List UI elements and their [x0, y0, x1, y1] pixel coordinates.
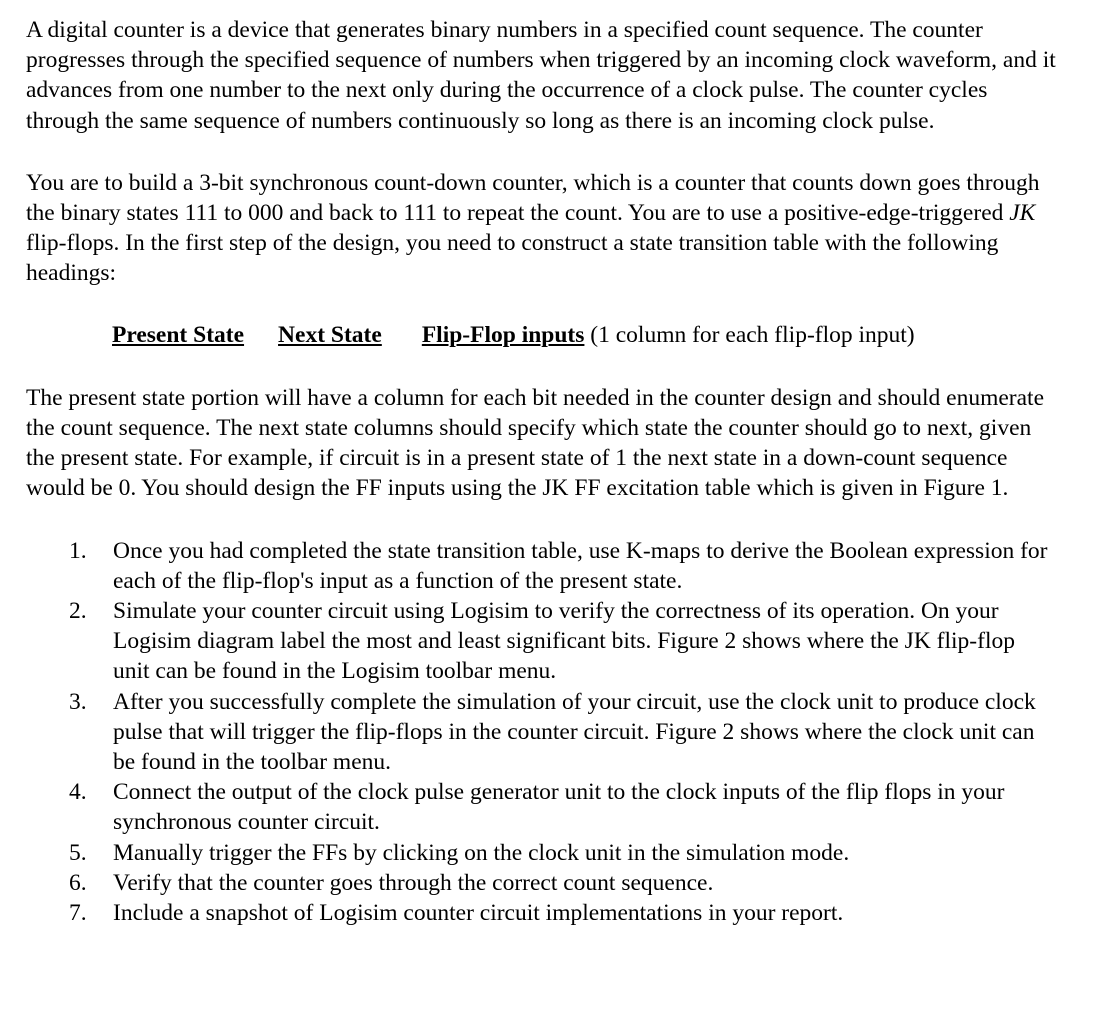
intro-paragraph: A digital counter is a device that generates binary numbers in a specified count sequence. The counter progresses through the specified sequence of numbers when triggered by an incoming clock waveform, and it advances from one number to the next only during the occurrence of a clock pulse. The counter cycles through the same sequence of numbers continuously so long as there is an incoming clock pulse. — [26, 17, 1056, 134]
list-item — [26, 596, 1056, 687]
list-item-text: Simulate your counter circuit using Logisim to verify the correctness of its operation. On your Logisim diagram label the most and least significant bits. Figure 2 shows where the JK flip-flop unit can be found in the Logisim toolbar menu. — [113, 598, 1015, 685]
list-item-text: Verify that the counter goes through the correct count sequence. — [113, 869, 714, 896]
list-item — [26, 536, 1056, 596]
heading-flip-flop-inputs: Flip-Flop inputs — [421, 321, 585, 348]
list-item-number: 7. — [69, 900, 87, 927]
list-item-number: 4. — [69, 779, 87, 806]
list-item — [26, 687, 1056, 778]
steps-list — [26, 536, 1056, 929]
list-item-text: Connect the output of the clock pulse generator unit to the clock inputs of the flip flops in your synchronous counter circuit. — [113, 779, 1005, 836]
jk-term: JK — [1009, 200, 1036, 227]
heading-flip-flop-inputs-note: (1 column for each flip-flop input) — [584, 321, 915, 348]
list-item — [26, 838, 1056, 868]
list-item-text: After you successfully complete the simulation of your circuit, use the clock unit to produce clock pulse that will trigger the flip-flops in the counter circuit. Figure 2 shows where the clock unit can be found in the toolbar menu. — [113, 688, 1036, 776]
task-text-before-jk: You are to build a 3-bit synchronous count-down counter, which is a counter that counts down goes through the binary states 111 to 000 and back to 111 to repeat the count. You are to use a positive-edge-triggered — [26, 169, 1040, 227]
list-item-number: 1. — [69, 537, 87, 564]
list-item-number: 3. — [69, 688, 87, 715]
document-page — [26, 15, 1056, 928]
heading-next-state: Next State — [278, 321, 382, 348]
list-item-text: Manually trigger the FFs by clicking on the clock unit in the simulation mode. — [113, 839, 850, 866]
list-item — [26, 898, 1056, 928]
list-item-number: 2. — [69, 598, 87, 625]
table-headings — [26, 320, 1056, 350]
heading-present-state: Present State — [112, 321, 245, 348]
list-item-text: Include a snapshot of Logisim counter circuit implementations in your report. — [113, 900, 844, 927]
task-paragraph — [26, 168, 1056, 289]
list-item-number: 6. — [69, 869, 87, 896]
list-item-number: 5. — [69, 839, 87, 866]
task-text-after-jk: flip-flops. In the first step of the design, you need to construct a state transition table with the following headings: — [26, 230, 999, 287]
list-item-text: Once you had completed the state transition table, use K-maps to derive the Boolean expression for each of the flip-flop's input as a function of the present state. — [113, 537, 1048, 594]
list-item — [26, 868, 1056, 898]
list-item — [26, 777, 1056, 837]
state-table-paragraph: The present state portion will have a column for each bit needed in the counter design and should enumerate the count sequence. The next state columns should specify which state the counter should go to next, given the present state. For example, if circuit is in a present state of 1 the next state in a down-count sequence would be 0. You should design the FF inputs using the JK FF excitation table which is given in Figure 1. — [26, 384, 1044, 502]
